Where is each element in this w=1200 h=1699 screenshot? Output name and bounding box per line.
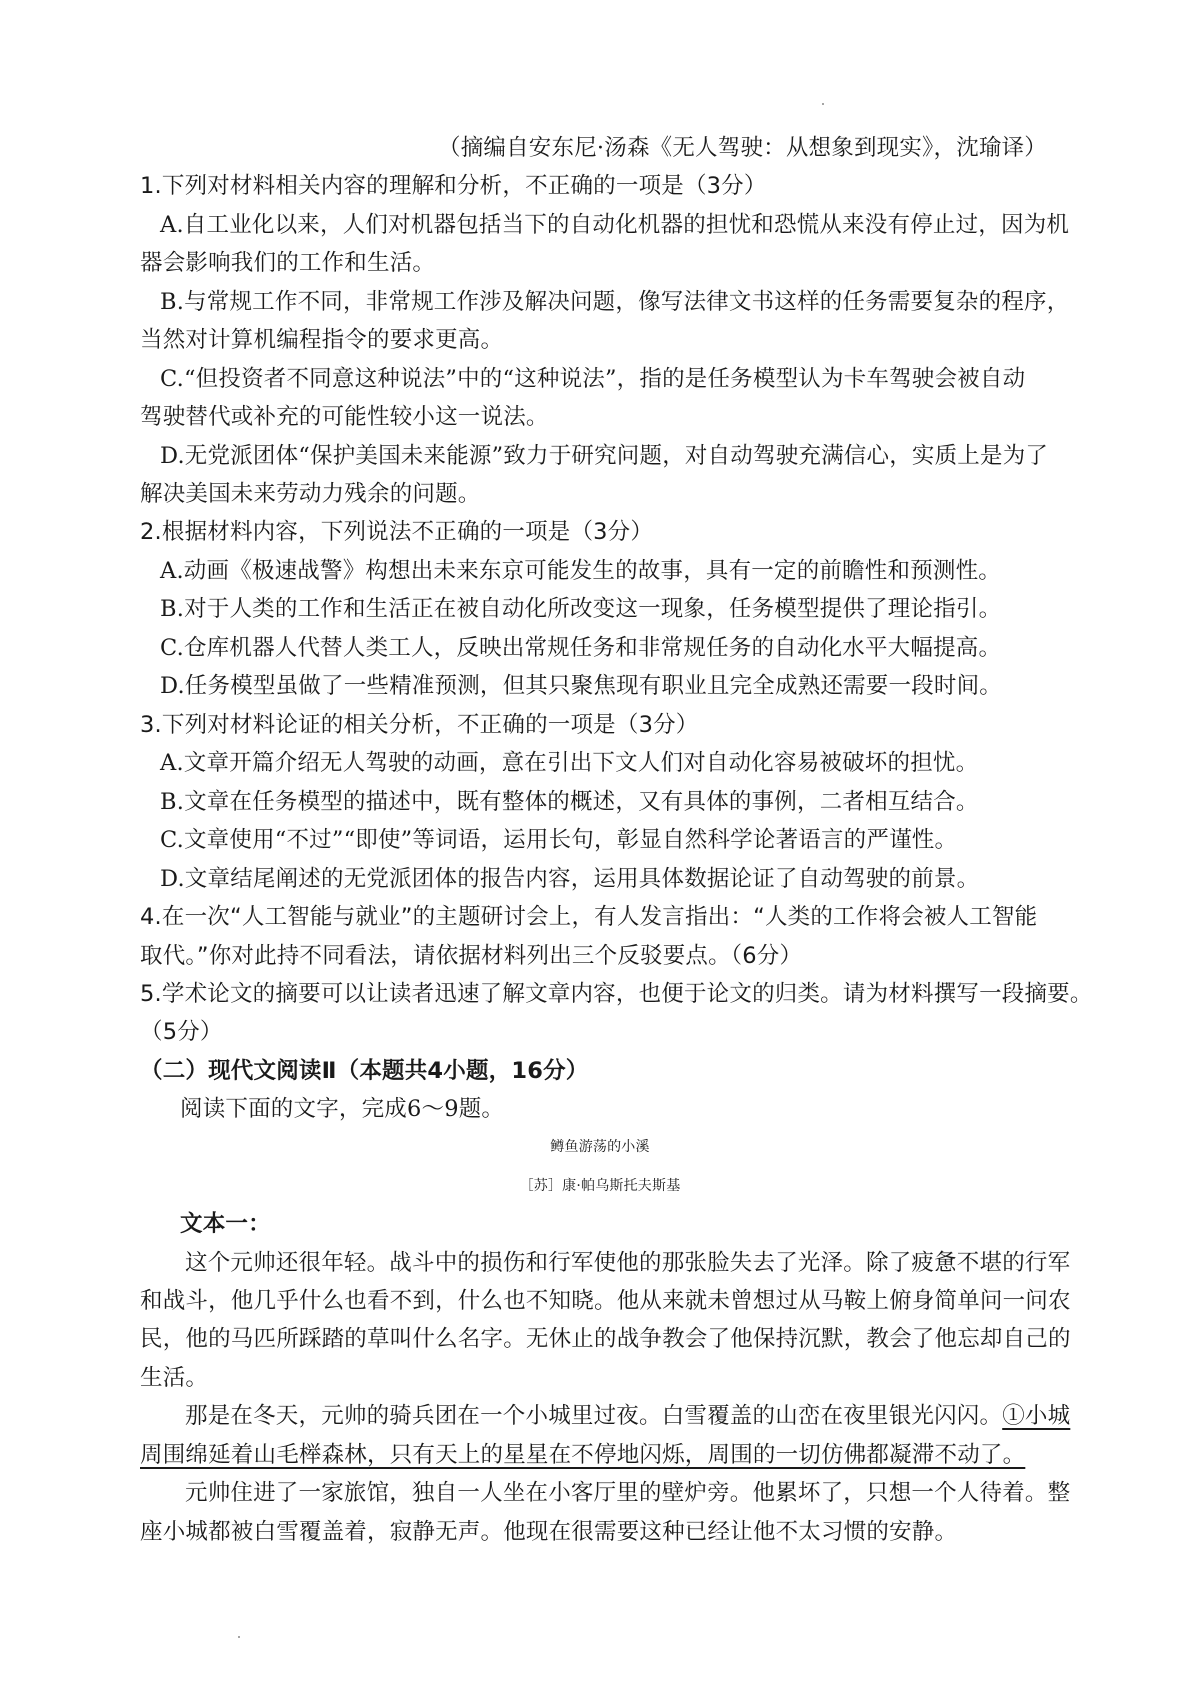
paragraph-2-text: 那是在冬天，元帅的骑兵团在一个小城里过夜。白雪覆盖的山峦在夜里银光闪闪。 — [185, 1403, 1003, 1429]
q3-option-c: C.文章使用“不过”“即使”等词语，运用长句，彰显自然科学论著语言的严谨性。 — [160, 827, 958, 853]
q1-option-d: D.无党派团体“保护美国未来能源”致力于研究问题，对自动驾驶充满信心，实质上是为了 — [160, 443, 1049, 469]
underlined-sentence-1-start: ①小城 — [1002, 1403, 1071, 1429]
q1-option-a: A.自工业化以来，人们对机器包括当下的自动化机器的担忧和恐慌从来没有停止过，因为机 — [160, 212, 1070, 238]
article-title: 鳟鱼游荡的小溪 — [550, 1139, 650, 1155]
q1-option-b-cont: 当然对计算机编程指令的要求更高。 — [140, 327, 504, 353]
paragraph-2-line-1 — [185, 1401, 1070, 1431]
paragraph-1-line-4: 生活。 — [140, 1365, 209, 1391]
paragraph-3-line-1: 元帅住进了一家旅馆，独自一人坐在小客厅里的壁炉旁。他累坏了，只想一个人待着。整 — [185, 1480, 1071, 1506]
q3-option-a: A.文章开篇介绍无人驾驶的动画，意在引出下文人们对自动化容易被破坏的担忧。 — [160, 750, 979, 776]
scan-speck — [822, 103, 824, 105]
paragraph-1-line-1: 这个元帅还很年轻。战斗中的损伤和行军使他的那张脸失去了光泽。除了疲惫不堪的行军 — [185, 1250, 1071, 1276]
question-4-stem-cont: 取代。”你对此持不同看法，请依据材料列出三个反驳要点。（6分） — [140, 943, 803, 969]
question-2-stem: 2.根据材料内容，下列说法不正确的一项是（3分） — [140, 519, 654, 545]
scan-speck — [238, 1636, 240, 1638]
article-author: ［苏］康·帕乌斯托夫斯基 — [519, 1178, 681, 1194]
q2-option-a: A.动画《极速战警》构想出未来东京可能发生的故事，具有一定的前瞻性和预测性。 — [160, 558, 1002, 584]
q1-option-a-cont: 器会影响我们的工作和生活。 — [140, 250, 436, 276]
paragraph-3-line-2: 座小城都被白雪覆盖着，寂静无声。他现在很需要这种已经让他不太习惯的安静。 — [140, 1519, 958, 1545]
q1-option-c: C.“但投资者不同意这种说法”中的“这种说法”，指的是任务模型认为卡车驾驶会被自动 — [160, 366, 1026, 392]
q1-option-d-cont: 解决美国未来劳动力残余的问题。 — [140, 481, 481, 507]
section-heading: （二）现代文阅读Ⅱ（本题共4小题，16分） — [140, 1058, 589, 1084]
q2-option-b: B.对于人类的工作和生活正在被自动化所改变这一现象，任务模型提供了理论指引。 — [160, 596, 1002, 622]
question-3-stem: 3.下列对材料论证的相关分析，不正确的一项是（3分） — [140, 712, 699, 738]
q1-option-b: B.与常规工作不同，非常规工作涉及解决问题，像写法律文书这样的任务需要复杂的程序， — [160, 289, 1070, 315]
source-note: （摘编自安东尼·汤森《无人驾驶：从想象到现实》，沈瑜译） — [438, 135, 1048, 161]
q3-option-d: D.文章结尾阐述的无党派团体的报告内容，运用具体数据论证了自动驾驶的前景。 — [160, 866, 980, 892]
question-4-stem: 4.在一次“人工智能与就业”的主题研讨会上，有人发言指出：“人类的工作将会被人工智能 — [140, 904, 1038, 930]
paragraph-1-line-3: 民，他的马匹所踩踏的草叫什么名字。无休止的战争教会了他保持沉默，教会了他忘却自己的 — [140, 1326, 1071, 1352]
q2-option-c: C.仓库机器人代替人类工人，反映出常规任务和非常规任务的自动化水平大幅提高。 — [160, 635, 1002, 661]
q2-option-d: D.任务模型虽做了一些精准预测，但其只聚焦现有职业且完全成熟还需要一段时间。 — [160, 673, 1002, 699]
question-1-stem: 1.下列对材料相关内容的理解和分析，不正确的一项是（3分） — [140, 173, 767, 199]
q3-option-b: B.文章在任务模型的描述中，既有整体的概述，又有具体的事例，二者相互结合。 — [160, 789, 979, 815]
text-one-label: 文本一： — [180, 1211, 271, 1237]
paragraph-1-line-2: 和战斗，他几乎什么也看不到，什么也不知晓。他从来就未曾想过从马鞍上俯身简单问一问农 — [140, 1288, 1071, 1314]
question-5-stem-cont: （5分） — [140, 1019, 223, 1045]
question-5-stem: 5.学术论文的摘要可以让读者迅速了解文章内容，也便于论文的归类。请为材料撰写一段摘要。 — [140, 981, 1093, 1007]
section-instruction: 阅读下面的文字，完成6～9题。 — [180, 1096, 505, 1122]
underlined-sentence-1: 周围绵延着山毛榉森林，只有天上的星星在不停地闪烁，周围的一切仿佛都凝滞不动了。 — [140, 1442, 1026, 1468]
q1-option-c-cont: 驾驶替代或补充的可能性较小这一说法。 — [140, 404, 549, 430]
